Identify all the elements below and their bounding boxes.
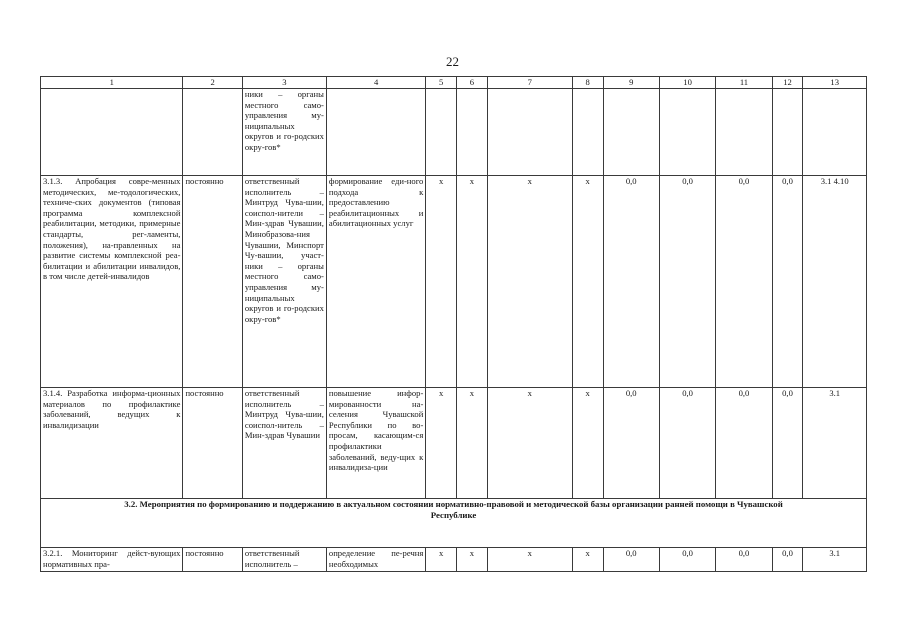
page-number: 22 [446, 54, 459, 69]
value-cell [603, 89, 659, 176]
column-header: 2 [183, 77, 242, 89]
value-cell: 0,0 [716, 388, 772, 499]
value-cell: х [572, 548, 603, 572]
value-cell: х [572, 176, 603, 388]
value-cell: х [426, 176, 457, 388]
value-cell: 0,0 [659, 548, 715, 572]
table-row [41, 89, 867, 176]
value-cell: 0,0 [603, 388, 659, 499]
indicator-cell: 3.1 [803, 548, 867, 572]
result-cell: определение пе-речня необходимых [326, 548, 425, 572]
value-cell [716, 89, 772, 176]
table-row [41, 548, 867, 572]
value-cell: 0,0 [772, 548, 803, 572]
value-cell: 0,0 [772, 176, 803, 388]
column-header: 12 [772, 77, 803, 89]
value-cell: х [487, 176, 572, 388]
value-cell [457, 89, 488, 176]
column-header: 8 [572, 77, 603, 89]
value-cell: х [487, 388, 572, 499]
column-header: 4 [326, 77, 425, 89]
section-row [41, 499, 867, 548]
executor-cell: ответственный исполнитель – Минтруд Чува-шии, соиспол-нитель – Мин-здрав Чувашии [242, 388, 326, 499]
table-row [41, 176, 867, 388]
indicator-cell: 3.1 4.10 [803, 176, 867, 388]
value-cell: 0,0 [603, 176, 659, 388]
result-cell: повышение инфор-мированности на-селения Чувашской Республики по во-просам, касающим-ся профилактики заболеваний, веду-щих к инвалидиза-ции [326, 388, 425, 499]
column-header: 9 [603, 77, 659, 89]
value-cell: 0,0 [659, 388, 715, 499]
activity-cell: 3.2.1. Мониторинг дейст-вующих нормативных пра- [41, 548, 183, 572]
period-cell [183, 89, 242, 176]
indicator-cell: 3.1 [803, 388, 867, 499]
column-header: 13 [803, 77, 867, 89]
value-cell: 0,0 [772, 388, 803, 499]
period-cell: постоянно [183, 548, 242, 572]
column-header: 7 [487, 77, 572, 89]
section-title: 3.2. Мероприятия по формированию и поддержанию в актуальном состоянии нормативно-правовой и методической базы организации ранней помощи в Чувашской Республике [124, 499, 783, 520]
value-cell: х [457, 548, 488, 572]
period-cell: постоянно [183, 388, 242, 499]
executor-cell: ответственный исполнитель – [242, 548, 326, 572]
column-header: 10 [659, 77, 715, 89]
value-cell [426, 89, 457, 176]
result-cell [326, 89, 425, 176]
column-header: 6 [457, 77, 488, 89]
column-header: 5 [426, 77, 457, 89]
value-cell [572, 89, 603, 176]
value-cell: х [457, 388, 488, 499]
value-cell: х [487, 548, 572, 572]
result-cell: формирование еди-ного подхода к предоставлению реабилитационных и абилитационных услуг [326, 176, 425, 388]
column-header: 1 [41, 77, 183, 89]
activity-cell: 3.1.3. Апробация совре-менных методических, ме-тодологических, техниче-ских документов (типовая программа комплексной реабилитации, методики, примерные стандарты, рег-ламенты, положения), на-правленных на развитие системы комплексной реа-билитации и абилитации инвалидов, в том числе детей-инвалидов [41, 176, 183, 388]
value-cell: 0,0 [603, 548, 659, 572]
executor-cell: ники – органы местного само-управления му-ниципальных округов и го-родских окру-гов* [242, 89, 326, 176]
value-cell: х [426, 548, 457, 572]
value-cell: 0,0 [659, 176, 715, 388]
period-cell: постоянно [183, 176, 242, 388]
value-cell [659, 89, 715, 176]
value-cell: 0,0 [716, 176, 772, 388]
column-header: 3 [242, 77, 326, 89]
table-row [41, 388, 867, 499]
value-cell: х [572, 388, 603, 499]
indicator-cell [803, 89, 867, 176]
value-cell: х [426, 388, 457, 499]
column-header: 11 [716, 77, 772, 89]
header-row [41, 77, 867, 89]
value-cell: 0,0 [716, 548, 772, 572]
value-cell [772, 89, 803, 176]
value-cell: х [457, 176, 488, 388]
program-table [40, 76, 867, 572]
activity-cell [41, 89, 183, 176]
section-cell [41, 499, 867, 548]
value-cell [487, 89, 572, 176]
activity-cell: 3.1.4. Разработка информа-ционных материалов по профилактике заболеваний, ведущих к инвалидизации [41, 388, 183, 499]
executor-cell: ответственный исполнитель – Минтруд Чува-шии, соиспол-нители – Мин-здрав Чувашии, Минобразова-ния Чувашии, Минспорт Чу-вашии, участ-ники – органы местного само-управления му-ниципальных округов и го-родских окру-гов* [242, 176, 326, 388]
